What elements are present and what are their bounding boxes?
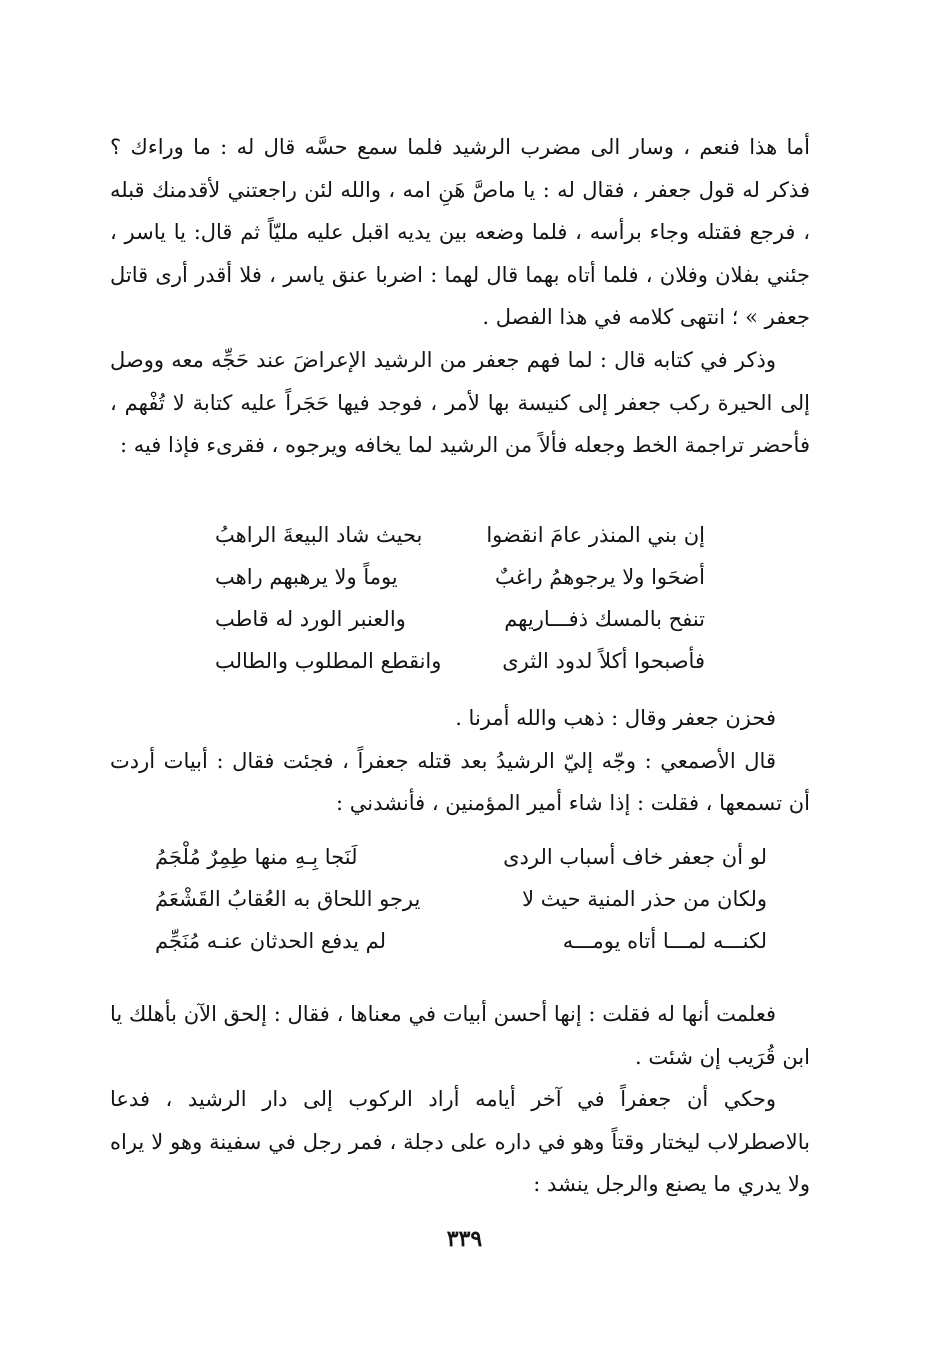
poem-hemistich-first: ولكان من حذر المنية حيث لا [522,887,767,911]
page-number: ٣٣٩ [446,1226,483,1252]
poem-line [215,598,705,640]
poem-1 [215,514,705,682]
poem-line [155,920,767,962]
paragraph-1: أما هذا فنعم ، وسار الى مضرب الرشيد فلما سمع حسَّه قال له : ما وراءك ؟ فذكر له قول جعفر ، فقال له : يا ماصَّ هَنِ امه ، والله لئن راجعتني لأقدمنك قبله ، فرجع فقتله وجاء برأسه ، فلما وضعه بين يديه اقبل عليه مليّاً ثم قال: يا ياسر ، جئني بفلان وفلان ، فلما أتاه بهما قال لهما : اضربا عنق ياسر ، فلا أقدر أرى قاتل جعفر » ؛ انتهى كلامه في هذا الفصل . [110,135,810,330]
poem-hemistich-first: أضحَوا ولا يرجوهمُ راغبٌ [495,565,705,589]
poem-hemistich-second: والعنبر الورد له قاطب [215,607,406,631]
poem-hemistich-first: إن بني المنذر عامَ انقضوا [486,523,705,547]
poem-hemistich-second: لم يدفع الحدثان عنـه مُنَجِّم [155,929,387,953]
poem-hemistich-second: بحيث شاد البيعةَ الراهبُ [215,523,423,547]
poem-line [155,836,767,878]
poem-hemistich-first: فأصبحوا أكلاً لدود الثرى [502,649,705,673]
paragraph-3-block [110,697,810,825]
poem-line [215,556,705,598]
paragraph-1-block [110,126,810,467]
paragraph-4: قال الأصمعي : وجّه إليّ الرشيدُ بعد قتله جعفراً ، فجئت فقال : أبيات أردت أن تسمعها ، فقلت : إذا شاء أمير المؤمنين ، فأنشدني : [110,748,810,816]
poem-line [215,640,705,682]
paragraph-5-block [110,993,810,1206]
paragraph-2: وذكر في كتابه قال : لما فهم جعفر من الرشيد الإعراضَ عند حَجِّه معه ووصل إلى الحيرة ركب جعفر إلى كنيسة بها لأمر ، فوجد فيها حَجَراً عليه كتابة لا تُفْهم ، فأحضر تراجمة الخط وجعله فألاً من الرشيد لما يخافه ويرجوه ، فقرىء فإذا فيه : [110,347,810,458]
poem-line [215,514,705,556]
poem-hemistich-first: لو أن جعفر خاف أسباب الردى [503,845,767,869]
poem-hemistich-second: لَنَجا بِـهِ منها طِمِرٌ مُلْجَمُ [155,845,358,869]
paragraph-6: وحكي أن جعفراً في آخر أيامه أراد الركوب إلى دار الرشيد ، فدعا بالاصطرلاب ليختار وقتاً وهو في داره على دجلة ، فمر رجل في سفينة وهو لا يراه ولا يدري ما يصنع والرجل ينشد : [110,1087,810,1197]
poem-hemistich-first: لكنـــه لمـــا أتاه يومـــه [562,929,767,953]
poem-hemistich-second: يوماً ولا يرهبهم راهب [215,565,398,589]
poem-2 [155,836,767,962]
paragraph-5: فعلمت أنها له فقلت : إنها أحسن أبيات في معناها ، فقال : إلحق الآن بأهلك يا ابن قُرَيب إن شئت . [110,1002,810,1069]
poem-line [155,878,767,920]
paragraph-3: فحزن جعفر وقال : ذهب والله أمرنا . [455,706,776,730]
poem-hemistich-first: تنفح بالمسك ذفـــاريهم [504,607,705,631]
poem-hemistich-second: وانقطع المطلوب والطالب [215,649,442,673]
poem-hemistich-second: يرجو اللحاق به العُقابُ القَشْعَمُ [155,887,421,911]
